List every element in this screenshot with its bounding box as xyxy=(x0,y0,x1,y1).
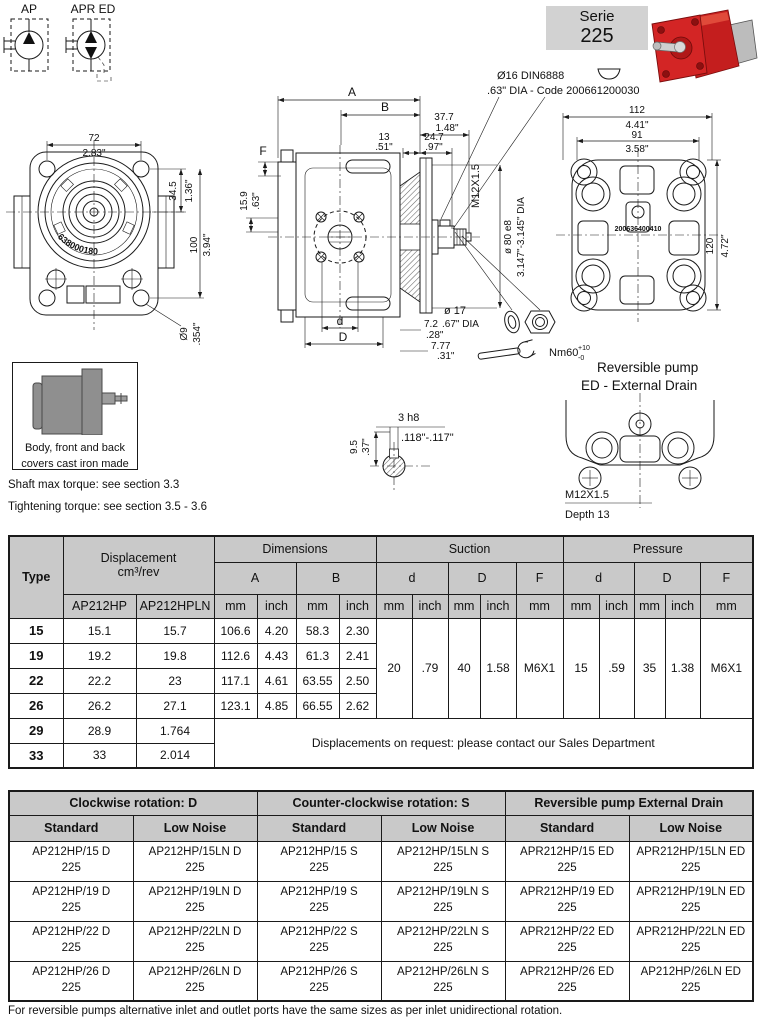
model-cell: AP212HP/26LN D 225 xyxy=(133,961,257,1001)
dim-o17-inch: .67" DIA xyxy=(442,319,479,330)
model-cell: AP212HP/26 S 225 xyxy=(257,961,381,1001)
suction-d-inch: .79 xyxy=(412,618,448,718)
value-cell: 4.20 xyxy=(257,618,296,643)
dim-13-inch: .51" xyxy=(375,142,393,153)
suction-d-mm: 20 xyxy=(376,618,412,718)
pressure-d-inch: .59 xyxy=(599,618,634,718)
back-part-number: 200636400410 xyxy=(614,226,662,233)
torque-value: Nm60 xyxy=(549,347,579,359)
dim-D-label: D xyxy=(338,330,348,344)
pressure-D-mm: 35 xyxy=(634,618,665,718)
unit-mm: mm xyxy=(563,594,599,618)
displacement-label: Displacement xyxy=(100,551,177,566)
model-cell: AP212HP/19LN D 225 xyxy=(133,881,257,921)
model-cell: AP212HP/15 D 225 xyxy=(9,841,133,881)
unit-mm: mm xyxy=(700,594,753,618)
col-header-pressure-F: F xyxy=(700,562,753,594)
unit-inch: inch xyxy=(257,594,296,618)
shaft-thread-label: M12X1.5 xyxy=(470,163,482,209)
value-cell: 15.7 xyxy=(136,618,214,643)
type-cell: 26 xyxy=(9,693,63,718)
dim-o9-inch: .354" xyxy=(192,322,203,346)
dim-100-mm: 100 xyxy=(189,236,200,254)
unit-mm: mm xyxy=(516,594,563,618)
dim-7-2-mm: 7.2 xyxy=(424,319,438,330)
front-part-number: 638000180 xyxy=(55,231,99,257)
unit-inch: inch xyxy=(665,594,700,618)
dim-15-9-inch: .63" xyxy=(251,192,262,210)
col-header-suction-D: D xyxy=(448,562,516,594)
value-cell: 26.2 xyxy=(63,693,136,718)
value-cell: 28.9 xyxy=(63,718,136,743)
side-view-drawing xyxy=(239,85,590,364)
model-cell: APR212HP/15 ED 225 xyxy=(505,841,629,881)
key-note-line2: .63" DIA - Code 200661200030 xyxy=(487,85,640,97)
key-width-inch: .118"-.117" xyxy=(401,432,454,444)
dim-o9-mm: Ø9 xyxy=(179,327,190,341)
reversible-pump-drawing xyxy=(565,360,714,521)
dim-120-inch: 4.72" xyxy=(720,234,731,258)
value-cell: 2.50 xyxy=(339,668,376,693)
model-cell: AP212HP/19LN S 225 xyxy=(381,881,505,921)
table-row xyxy=(9,961,753,1001)
model-cell: AP212HP/22LN D 225 xyxy=(133,921,257,961)
dim-7-77-mm: 7.77 xyxy=(431,341,451,352)
table-row xyxy=(9,881,753,921)
displacement-unit: cm³/rev xyxy=(117,565,160,580)
material-note-line1: Body, front and back xyxy=(24,442,126,454)
dim-100-inch: 3.94" xyxy=(202,233,213,257)
suction-D-inch: 1.58 xyxy=(480,618,516,718)
model-cell: AP212HP/15 S 225 xyxy=(257,841,381,881)
dim-o80-inch: 3.147"-3.145" DIA xyxy=(516,197,527,277)
value-cell: 63.55 xyxy=(296,668,339,693)
col-header-A: A xyxy=(214,562,296,594)
dim-d-label: d xyxy=(336,314,344,328)
sub-header-low-noise: Low Noise xyxy=(133,815,257,841)
value-cell: 2.014 xyxy=(136,743,214,768)
cast-iron-pump-silhouette xyxy=(13,363,137,435)
model-cell: AP212HP/15LN D 225 xyxy=(133,841,257,881)
value-cell: 19.2 xyxy=(63,643,136,668)
dim-72-mm: 72 xyxy=(88,133,100,144)
col-header-B: B xyxy=(296,562,376,594)
sub-header-standard: Standard xyxy=(505,815,629,841)
key-note-line1: Ø16 DIN6888 xyxy=(497,70,565,82)
ordering-codes-table xyxy=(8,790,754,1002)
value-cell: 123.1 xyxy=(214,693,257,718)
pressure-F: M6X1 xyxy=(700,618,753,718)
back-view-drawing xyxy=(556,105,731,322)
value-cell: 2.41 xyxy=(339,643,376,668)
serie-label: Serie xyxy=(579,7,615,25)
reversible-title-line2: ED - External Drain xyxy=(581,378,698,393)
unit-mm: mm xyxy=(376,594,412,618)
symbol-apr-ed-label: APR ED xyxy=(70,2,116,16)
wrench-icon xyxy=(477,339,543,365)
model-cell: AP212HP/22 D 225 xyxy=(9,921,133,961)
hydraulic-symbol-apr-ed xyxy=(66,2,116,81)
model-cell: APR212HP/15LN ED 225 xyxy=(629,841,753,881)
value-cell: 106.6 xyxy=(214,618,257,643)
value-cell: 4.61 xyxy=(257,668,296,693)
unit-inch: inch xyxy=(599,594,634,618)
type-cell: 29 xyxy=(9,718,63,743)
model-cell: AP212HP/15LN S 225 xyxy=(381,841,505,881)
col-header-suction: Suction xyxy=(376,536,563,562)
type-cell: 15 xyxy=(9,618,63,643)
value-cell: 4.85 xyxy=(257,693,296,718)
model-cell: AP212HP/22LN S 225 xyxy=(381,921,505,961)
value-cell: 19.8 xyxy=(136,643,214,668)
dim-112-mm: 112 xyxy=(629,105,645,116)
col-header-displacement xyxy=(63,536,214,594)
drain-depth-label: Depth 13 xyxy=(565,509,610,521)
group-counter-clockwise: Counter-clockwise rotation: S xyxy=(257,791,505,815)
dim-112-inch: 4.41" xyxy=(625,120,649,131)
value-cell: 66.55 xyxy=(296,693,339,718)
torque-tol-up: +10 xyxy=(578,345,590,352)
pressure-D-inch: 1.38 xyxy=(665,618,700,718)
key-height-mm: 9.5 xyxy=(349,440,360,454)
value-cell: 22.2 xyxy=(63,668,136,693)
dim-7-77-inch: .31" xyxy=(437,351,455,362)
model-cell: AP212HP/22 S 225 xyxy=(257,921,381,961)
col-header-type: Type xyxy=(9,536,63,618)
specs-table xyxy=(8,535,754,769)
type-cell: 22 xyxy=(9,668,63,693)
model-cell: AP212HP/19 D 225 xyxy=(9,881,133,921)
model-cell: APR212HP/26 ED 225 xyxy=(505,961,629,1001)
dim-o80-mm: ø 80 e8 xyxy=(503,220,514,254)
unit-mm: mm xyxy=(448,594,480,618)
dim-91-mm: 91 xyxy=(631,130,643,141)
table-row xyxy=(9,921,753,961)
unit-mm: mm xyxy=(296,594,339,618)
table-row xyxy=(9,618,753,643)
washer-icon xyxy=(502,310,521,335)
col-header-suction-d: d xyxy=(376,562,448,594)
tightening-torque-note: Tightening torque: see section 3.5 - 3.6 xyxy=(8,501,208,513)
suction-D-mm: 40 xyxy=(448,618,480,718)
dim-72-inch: 2.83" xyxy=(82,148,106,159)
col-header-pressure-d: d xyxy=(563,562,634,594)
model-cell: APR212HP/22LN ED 225 xyxy=(629,921,753,961)
footer-note: For reversible pumps alternative inlet and outlet ports have the same sizes as per inlet unidirectional rotation. xyxy=(8,1005,563,1017)
torque-tol-dn: -0 xyxy=(578,355,585,362)
unit-inch: inch xyxy=(339,594,376,618)
dim-120-mm: 120 xyxy=(705,237,716,255)
dim-24-7-mm: 24.7 xyxy=(424,132,444,143)
col-header-pressure: Pressure xyxy=(563,536,753,562)
reversible-title-line1: Reversible pump xyxy=(597,360,699,375)
value-cell: 112.6 xyxy=(214,643,257,668)
shaft-key-detail xyxy=(349,412,454,492)
shaft-torque-note: Shaft max torque: see section 3.3 xyxy=(8,479,180,491)
dim-15-9-mm: 15.9 xyxy=(239,191,250,211)
model-cell: AP212HP/26 D 225 xyxy=(9,961,133,1001)
table-row xyxy=(9,841,753,881)
col-header-suction-F: F xyxy=(516,562,563,594)
value-cell: 23 xyxy=(136,668,214,693)
dim-37-7-mm: 37.7 xyxy=(434,112,454,123)
col-header-ap212hp: AP212HP xyxy=(63,594,136,618)
dim-13-mm: 13 xyxy=(378,132,390,143)
model-cell: APR212HP/22 ED 225 xyxy=(505,921,629,961)
group-reversible-ed: Reversible pump External Drain xyxy=(505,791,753,815)
sub-header-standard: Standard xyxy=(257,815,381,841)
sub-header-low-noise: Low Noise xyxy=(381,815,505,841)
dim-91-inch: 3.58" xyxy=(625,144,649,155)
table-row xyxy=(9,718,753,743)
material-note-line2: covers cast iron made xyxy=(21,457,129,470)
value-cell: 61.3 xyxy=(296,643,339,668)
dim-34-5-inch: 1.36" xyxy=(184,179,195,203)
value-cell: 4.43 xyxy=(257,643,296,668)
dim-37-7-inch: 1.48" xyxy=(435,123,459,134)
front-view-drawing xyxy=(6,133,213,346)
dim-F-label: F xyxy=(259,144,267,158)
serie-badge xyxy=(546,6,648,50)
unit-inch: inch xyxy=(412,594,448,618)
drain-thread-label: M12X1.5 xyxy=(565,489,610,501)
value-cell: 2.62 xyxy=(339,693,376,718)
material-note-box xyxy=(12,362,138,470)
model-cell: AP212HP/26LN S 225 xyxy=(381,961,505,1001)
dim-7-2-inch: .28" xyxy=(426,330,444,341)
dim-24-7-inch: .97" xyxy=(425,142,443,153)
value-cell: 27.1 xyxy=(136,693,214,718)
dim-o17-label: ø 17 xyxy=(444,305,467,317)
sub-header-low-noise: Low Noise xyxy=(629,815,753,841)
dim-B-label: B xyxy=(380,100,390,114)
value-cell: 117.1 xyxy=(214,668,257,693)
value-cell: 33 xyxy=(63,743,136,768)
displacements-request-note: Displacements on request: please contact our Sales Department xyxy=(214,718,753,768)
col-header-pressure-D: D xyxy=(634,562,700,594)
pressure-d-mm: 15 xyxy=(563,618,599,718)
unit-inch: inch xyxy=(480,594,516,618)
unit-mm: mm xyxy=(634,594,665,618)
nut-icon xyxy=(525,311,555,333)
woodruff-key-icon xyxy=(598,69,620,79)
model-cell: APR212HP/19 ED 225 xyxy=(505,881,629,921)
key-width-label: 3 h8 xyxy=(398,412,420,424)
suction-F: M6X1 xyxy=(516,618,563,718)
model-cell: APR212HP/19LN ED 225 xyxy=(629,881,753,921)
model-cell: AP212HP/19 S 225 xyxy=(257,881,381,921)
value-cell: 2.30 xyxy=(339,618,376,643)
dim-A-label: A xyxy=(347,85,357,99)
hydraulic-symbol-ap xyxy=(4,2,48,71)
symbol-ap-label: AP xyxy=(20,2,38,16)
col-header-dimensions: Dimensions xyxy=(214,536,376,562)
unit-mm: mm xyxy=(214,594,257,618)
key-height-inch: .37" xyxy=(361,438,372,456)
value-cell: 15.1 xyxy=(63,618,136,643)
group-clockwise: Clockwise rotation: D xyxy=(9,791,257,815)
type-cell: 19 xyxy=(9,643,63,668)
model-cell: AP212HP/26LN ED 225 xyxy=(629,961,753,1001)
value-cell: 58.3 xyxy=(296,618,339,643)
serie-number: 225 xyxy=(580,25,614,48)
type-cell: 33 xyxy=(9,743,63,768)
value-cell: 1.764 xyxy=(136,718,214,743)
sub-header-standard: Standard xyxy=(9,815,133,841)
pump-photo xyxy=(652,10,757,82)
dim-34-5-mm: 34.5 xyxy=(168,181,179,201)
col-header-ap212hpln: AP212HPLN xyxy=(136,594,214,618)
